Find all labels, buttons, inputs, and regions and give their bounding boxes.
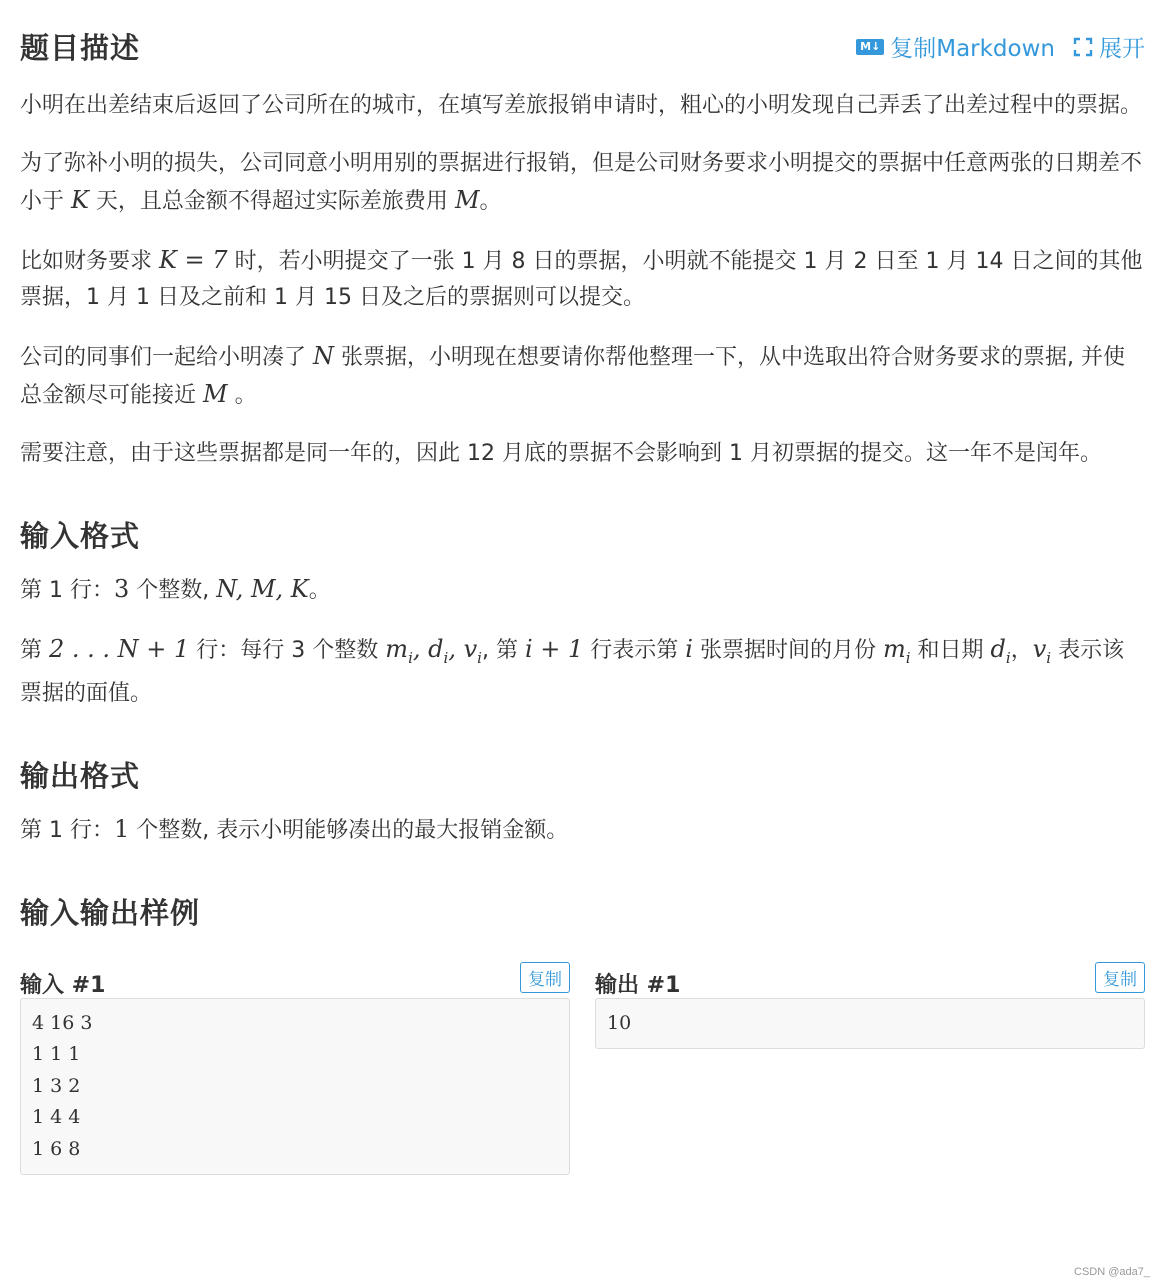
text-span: 时，若小明提交了一张 1 月 8 日的票据，小明就不能提交 1 月 2 日至 1 月 14 日之间的其他票据，1 月 1 日及之前和 1 月 15 日及之后的票据则可以提交。 bbox=[20, 249, 1143, 310]
text-span: 为了弥补小明的损失，公司同意小明用别的票据进行报销，但是公司财务要求小明提交的票据中任意两张的日期差不小于 bbox=[20, 151, 1143, 214]
text-span: 个整数, bbox=[129, 578, 217, 603]
output-format-title: 输出格式 bbox=[20, 758, 141, 793]
sub: i bbox=[1046, 648, 1052, 667]
math-k-equals-7: K = 7 bbox=[159, 246, 228, 274]
math-vi bbox=[1032, 635, 1052, 667]
math-k: K bbox=[71, 186, 89, 214]
copy-markdown-label: 复制Markdown bbox=[890, 36, 1055, 62]
input-format-title: 输入格式 bbox=[20, 519, 141, 553]
var: v bbox=[1032, 635, 1047, 663]
sample-output-code[interactable] bbox=[595, 998, 1145, 1050]
problem-page bbox=[20, 0, 1145, 1175]
code-line: 1 3 2 bbox=[32, 1074, 81, 1097]
header-tools bbox=[856, 30, 1145, 63]
math-i: i bbox=[685, 635, 693, 663]
code-line: 4 16 3 bbox=[32, 1011, 93, 1034]
text-span: 第 1 行： bbox=[20, 817, 114, 843]
expand-icon bbox=[1073, 37, 1093, 57]
sub: i bbox=[408, 648, 413, 667]
text-span: 。 bbox=[479, 189, 502, 214]
text-span: 。 bbox=[227, 383, 257, 408]
math-vi bbox=[463, 635, 482, 667]
text-span: 和日期 bbox=[910, 638, 991, 663]
code-line: 10 bbox=[607, 1011, 632, 1034]
comma: , bbox=[412, 635, 429, 663]
sub: i bbox=[905, 648, 911, 667]
copy-input-button[interactable]: 复制 bbox=[520, 962, 570, 993]
text-span: 比如财务要求 bbox=[20, 249, 159, 274]
sample-output-header bbox=[595, 954, 1145, 998]
var: d bbox=[428, 635, 444, 663]
description-paragraph-4 bbox=[20, 338, 1145, 414]
text-span: 第 1 行： bbox=[20, 578, 114, 603]
sub: i bbox=[477, 648, 482, 667]
math-3: 3 bbox=[113, 575, 130, 603]
sample-input-title: 输入 #1 bbox=[20, 972, 106, 998]
text-span: 公司的同事们一起给小明凑了 bbox=[20, 345, 313, 370]
output-format-line-1 bbox=[20, 811, 1145, 849]
text-span: 行：每行 3 个整数 bbox=[189, 638, 386, 663]
text-span: 张票据，小明现在想要请你帮他整理一下，从中选取出符合财务要求的票据, 并使总金额尽可能接近 bbox=[20, 345, 1125, 408]
markdown-icon: M↓ bbox=[856, 39, 884, 55]
code-line: 1 6 8 bbox=[32, 1137, 81, 1160]
description-paragraph-1: 小明在出差结束后返回了公司所在的城市，在填写差旅报销申请时，粗心的小明发现自己弄丢了出差过程中的票据。 bbox=[20, 93, 1143, 118]
var: m bbox=[385, 635, 409, 663]
text-span: 张票据时间的月份 bbox=[692, 638, 883, 663]
sample-output-title: 输出 #1 bbox=[595, 972, 681, 998]
var: m bbox=[882, 635, 906, 663]
text-span: 第 bbox=[20, 638, 49, 663]
input-format-line-1 bbox=[20, 571, 1145, 609]
sample-input bbox=[20, 954, 570, 1176]
description-paragraph-2 bbox=[20, 146, 1145, 220]
text-span: , 第 bbox=[481, 638, 525, 663]
description-paragraph-5: 需要注意，由于这些票据都是同一年的，因此 12 月底的票据不会影响到 1 月初票据的提交。这一年不是闰年。 bbox=[20, 441, 1102, 466]
text-span: 个整数, 表示小明能够凑出的最大报销金额。 bbox=[129, 817, 569, 843]
math-mi bbox=[882, 635, 911, 667]
math-range: 2 . . . N + 1 bbox=[49, 635, 190, 663]
code-line: 1 1 1 bbox=[32, 1043, 81, 1066]
sub: i bbox=[443, 648, 449, 667]
math-m: M bbox=[203, 380, 228, 408]
expand-button[interactable] bbox=[1055, 30, 1145, 63]
math-n: N bbox=[313, 342, 334, 370]
expand-label: 展开 bbox=[1099, 36, 1145, 62]
math-1: 1 bbox=[113, 814, 130, 843]
text-span: 天，且总金额不得超过实际差旅费用 bbox=[88, 189, 455, 214]
sample-input-header bbox=[20, 954, 570, 998]
text-span: ， bbox=[1010, 638, 1033, 663]
copy-markdown-button[interactable] bbox=[856, 30, 1055, 63]
description-body bbox=[20, 88, 1145, 472]
code-line: 1 4 4 bbox=[32, 1106, 81, 1129]
text-span: 表示该票据的面值。 bbox=[20, 638, 1125, 706]
input-format-line-2 bbox=[20, 631, 1145, 712]
math-m: M bbox=[454, 186, 480, 214]
text-span: 。 bbox=[308, 578, 331, 603]
watermark: CSDN @ada7_ bbox=[1074, 1266, 1150, 1278]
text-span: 行表示第 bbox=[583, 638, 686, 663]
math-di bbox=[428, 635, 449, 667]
description-header bbox=[20, 0, 1145, 88]
var: d bbox=[990, 635, 1006, 663]
math-mi bbox=[385, 635, 413, 667]
samples-title: 输入输出样例 bbox=[20, 895, 201, 930]
description-paragraph-3 bbox=[20, 242, 1145, 316]
comma: , bbox=[448, 635, 464, 663]
math-nmk: N, M, K bbox=[216, 575, 309, 603]
math-i-plus-1: i + 1 bbox=[524, 635, 584, 663]
sample-output bbox=[595, 954, 1145, 1176]
math-di bbox=[990, 635, 1011, 667]
var: v bbox=[463, 635, 478, 663]
samples-container bbox=[20, 954, 1145, 1176]
page-title: 题目描述 bbox=[20, 31, 141, 65]
sample-input-code[interactable] bbox=[20, 998, 570, 1176]
sub: i bbox=[1005, 648, 1011, 667]
copy-output-button[interactable]: 复制 bbox=[1095, 962, 1145, 993]
